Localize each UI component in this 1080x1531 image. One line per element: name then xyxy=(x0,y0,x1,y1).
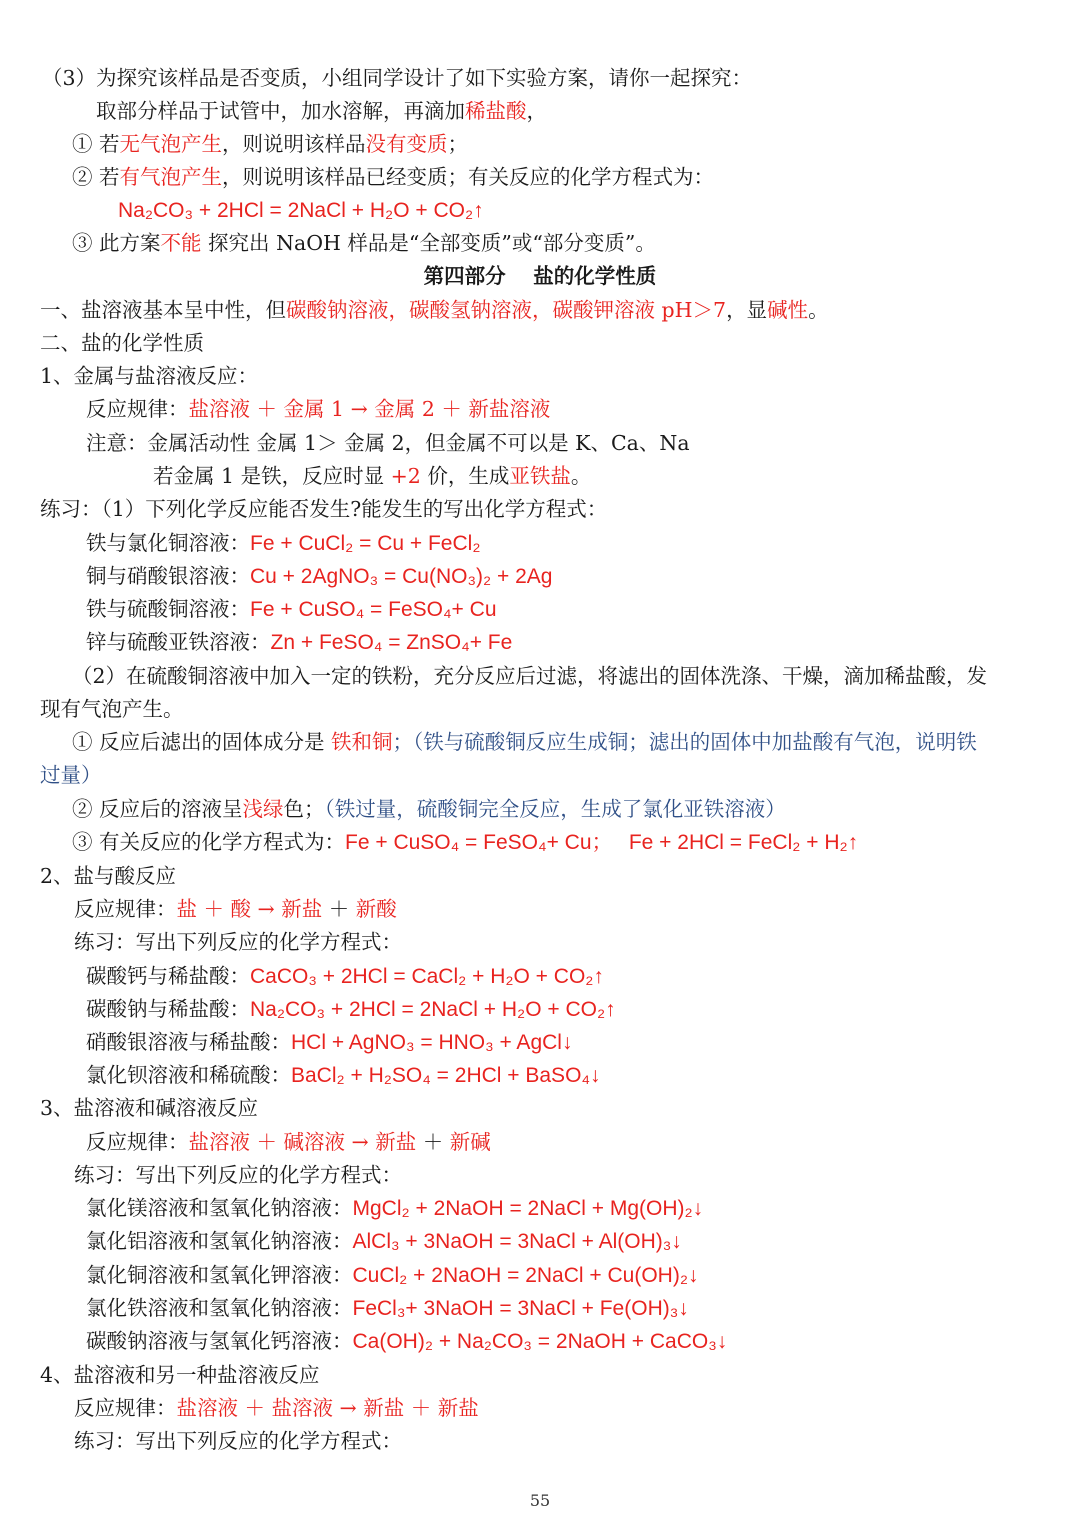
chemical-equation: CaCO₃ + 2HCl = CaCl₂ + H₂O + CO₂↑ xyxy=(250,965,604,988)
text-segment: 氯化铜溶液和氢氧化钾溶液： xyxy=(86,1263,353,1287)
text-segment: 练习：写出下列反应的化学方程式： xyxy=(74,1429,402,1453)
text-line-8 xyxy=(40,295,829,325)
text-segment: 碳酸钠与稀盐酸： xyxy=(86,997,250,1021)
text-segment: ； xyxy=(447,132,469,156)
text-segment: ① 反应后滤出的固体成分是 xyxy=(72,730,332,754)
text-line-16 xyxy=(86,561,552,592)
text-line-25 xyxy=(40,861,176,891)
chemical-equation: Cu + 2AgNO₃ = Cu(NO₃)₂ + 2Ag xyxy=(250,565,553,588)
highlighted-answer: 新碱 xyxy=(449,1130,491,1154)
text-line-27 xyxy=(74,927,402,957)
text-segment: 一、盐溶液基本呈中性，但 xyxy=(40,298,286,322)
text-line-29 xyxy=(86,994,616,1025)
highlighted-answer: +2 xyxy=(390,464,421,488)
text-segment: 铁与氯化铜溶液： xyxy=(86,531,250,555)
highlighted-answer: 盐溶液 ＋ 盐溶液 → 新盐 ＋ 新盐 xyxy=(176,1396,479,1420)
text-line-35 xyxy=(86,1193,703,1224)
text-segment: 氯化镁溶液和氢氧化钠溶液： xyxy=(86,1196,353,1220)
highlighted-answer: 亚铁盐 xyxy=(509,464,571,488)
text-segment: 反应规律： xyxy=(86,397,189,421)
text-line-5 xyxy=(118,195,484,226)
text-segment: ② 反应后的溶液呈 xyxy=(72,797,243,821)
text-line-39 xyxy=(86,1326,727,1357)
explanation-text: （铁过量，硫酸铜完全反应，生成了氯化亚铁溶液） xyxy=(324,797,786,821)
text-line-23 xyxy=(72,794,786,824)
text-segment: ＋ xyxy=(322,897,356,921)
text-segment: ，显 xyxy=(726,298,768,322)
text-segment: ② 若 xyxy=(72,165,120,189)
chemical-equation: Na₂CO₃ + 2HCl = 2NaCl + H₂O + CO₂↑ xyxy=(250,998,616,1021)
text-line-2 xyxy=(96,96,547,126)
highlighted-answer: 无气泡产生 xyxy=(119,132,223,156)
text-line-42 xyxy=(74,1426,402,1456)
text-segment: 氯化铝溶液和氢氧化钠溶液： xyxy=(86,1229,353,1253)
text-segment: 碳酸钙与稀盐酸： xyxy=(86,964,250,988)
highlighted-answer: 没有变质 xyxy=(365,132,448,156)
text-segment: 氯化铁溶液和氢氧化钠溶液： xyxy=(86,1296,353,1320)
text-segment: ③ 此方案 xyxy=(72,231,161,255)
text-line-17 xyxy=(86,594,497,625)
text-segment: 若金属 1 是铁，反应时显 xyxy=(153,464,391,488)
text-segment: 第四部分 盐的化学性质 xyxy=(423,264,657,288)
text-line-36 xyxy=(86,1226,682,1257)
text-segment: 硝酸银溶液与稀盐酸： xyxy=(86,1030,291,1054)
text-segment: ① 若 xyxy=(72,132,120,156)
text-line-3 xyxy=(72,129,468,159)
text-segment: 反应规律： xyxy=(74,897,177,921)
text-segment: 反应规律： xyxy=(74,1396,177,1420)
text-segment: 二、盐的化学性质 xyxy=(40,331,204,355)
text-segment: 1、金属与盐溶液反应： xyxy=(40,364,259,388)
text-line-19 xyxy=(72,661,987,691)
text-line-37 xyxy=(86,1260,699,1291)
chemical-equation: FeCl₃+ 3NaOH = 3NaCl + Fe(OH)₃↓ xyxy=(352,1297,689,1320)
page-number: 55 xyxy=(529,1491,551,1510)
chemical-equation: BaCl₂ + H₂SO₄ = 2HCl + BaSO₄↓ xyxy=(291,1064,601,1087)
text-segment: 注意：金属活动性 金属 1＞ 金属 2，但金属不可以是 K、Ca、Na xyxy=(86,431,690,455)
highlighted-answer: 有气泡产生 xyxy=(119,165,223,189)
text-segment: 铁与硫酸铜溶液： xyxy=(86,597,250,621)
chemical-equation: Fe + CuSO₄ = FeSO₄+ Cu xyxy=(250,598,497,621)
text-line-30 xyxy=(86,1027,572,1058)
text-line-18 xyxy=(86,627,512,658)
text-segment: ，则说明该样品已经变质；有关反应的化学方程式为： xyxy=(222,165,715,189)
text-line-34 xyxy=(74,1160,402,1190)
text-line-31 xyxy=(86,1060,600,1091)
text-segment: 碳酸钠溶液与氢氧化钙溶液： xyxy=(86,1329,353,1353)
chemical-equation: CuCl₂ + 2NaOH = 2NaCl + Cu(OH)₂↓ xyxy=(352,1264,699,1287)
highlighted-answer: 铁和铜 xyxy=(331,730,393,754)
text-line-32 xyxy=(40,1093,258,1123)
text-segment: （2）在硫酸铜溶液中加入一定的铁粉，充分反应后过滤，将滤出的固体洗涤、干燥，滴加稀盐酸，发 xyxy=(72,664,988,688)
text-segment: ＋ xyxy=(416,1130,450,1154)
highlighted-answer: 碱性 xyxy=(767,298,809,322)
text-line-21 xyxy=(72,727,977,757)
text-line-20 xyxy=(40,694,184,724)
highlighted-answer: 碳酸钠溶液，碳酸氢钠溶液，碳酸钾溶液 pH＞7 xyxy=(286,298,727,322)
text-segment: 取部分样品于试管中，加水溶解，再滴加 xyxy=(96,99,465,123)
highlighted-answer: 盐 ＋ 酸 → 新盐 xyxy=(176,897,323,921)
highlighted-answer: 新酸 xyxy=(355,897,397,921)
chemical-equation: Na₂CO₃ + 2HCl = 2NaCl + H₂O + CO₂↑ xyxy=(118,199,484,222)
text-line-12 xyxy=(86,428,690,458)
chemical-equation: AlCl₃ + 3NaOH = 3NaCl + Al(OH)₃↓ xyxy=(352,1230,682,1253)
text-line-26 xyxy=(74,894,397,924)
text-line-6 xyxy=(72,228,656,258)
text-segment: 2、盐与酸反应 xyxy=(40,864,177,888)
text-segment: 反应规律： xyxy=(86,1130,189,1154)
chemical-equation: Fe + CuCl₂ = Cu + FeCl₂ xyxy=(250,532,481,555)
text-segment: 价，生成 xyxy=(420,464,510,488)
text-segment: 。 xyxy=(808,298,829,322)
chemical-equation: MgCl₂ + 2NaOH = 2NaCl + Mg(OH)₂↓ xyxy=(352,1197,704,1220)
text-line-9 xyxy=(40,328,204,358)
text-line-28 xyxy=(86,961,604,992)
chemical-equation: Fe + CuSO₄ = FeSO₄+ Cu； Fe + 2HCl = FeCl₂ + H₂↑ xyxy=(345,831,859,854)
chemical-equation: Zn + FeSO₄ = ZnSO₄+ Fe xyxy=(270,631,513,654)
text-segment: 练习：写出下列反应的化学方程式： xyxy=(74,1163,402,1187)
text-segment: ，则说明该样品 xyxy=(222,132,366,156)
text-segment: ， xyxy=(526,99,547,123)
text-segment: 色； xyxy=(283,797,325,821)
chemical-equation: HCl + AgNO₃ = HNO₃ + AgCl↓ xyxy=(291,1031,573,1054)
text-segment: （3）为探究该样品是否变质，小组同学设计了如下实验方案，请你一起探究： xyxy=(42,66,753,90)
text-line-40 xyxy=(40,1360,320,1390)
text-line-13 xyxy=(153,461,591,491)
text-line-41 xyxy=(74,1393,479,1423)
text-segment: 铜与硝酸银溶液： xyxy=(86,564,250,588)
chemical-equation: Ca(OH)₂ + Na₂CO₃ = 2NaOH + CaCO₃↓ xyxy=(352,1330,728,1353)
text-line-14 xyxy=(40,494,607,524)
text-segment: 锌与硫酸亚铁溶液： xyxy=(86,630,271,654)
text-line-10 xyxy=(40,361,258,391)
text-line-33 xyxy=(86,1127,491,1157)
explanation-text: ；（铁与硫酸铜反应生成铜；滤出的固体中加盐酸有气泡，说明铁 xyxy=(392,730,977,754)
text-line-24 xyxy=(72,827,858,858)
text-segment: 。 xyxy=(570,464,592,488)
text-segment: ③ 有关反应的化学方程式为： xyxy=(72,830,346,854)
text-line-15 xyxy=(86,528,480,559)
text-segment: 3、盐溶液和碱溶液反应 xyxy=(40,1096,259,1120)
text-segment: 练习：写出下列反应的化学方程式： xyxy=(74,930,402,954)
text-segment: 4、盐溶液和另一种盐溶液反应 xyxy=(40,1363,320,1387)
text-line-22 xyxy=(40,760,102,790)
text-line-1 xyxy=(42,63,752,93)
text-segment: 氯化钡溶液和稀硫酸： xyxy=(86,1063,291,1087)
text-line-7 xyxy=(0,261,1080,291)
highlighted-answer: 稀盐酸 xyxy=(465,99,527,123)
text-segment: 练习：（1）下列化学反应能否发生?能发生的写出化学方程式： xyxy=(40,497,608,521)
text-segment: 现有气泡产生。 xyxy=(40,697,184,721)
explanation-text: 过量） xyxy=(40,763,102,787)
highlighted-answer: 浅绿 xyxy=(242,797,284,821)
highlighted-answer: 不能 xyxy=(160,231,202,255)
highlighted-answer: 盐溶液 ＋ 碱溶液 → 新盐 xyxy=(188,1130,417,1154)
text-line-38 xyxy=(86,1293,689,1324)
text-segment: 探究出 NaOH 样品是“全部变质”或“部分变质”。 xyxy=(201,231,656,255)
highlighted-answer: 盐溶液 ＋ 金属 1 → 金属 2 ＋ 新盐溶液 xyxy=(188,397,551,421)
text-line-4 xyxy=(72,162,714,192)
text-line-11 xyxy=(86,394,550,424)
